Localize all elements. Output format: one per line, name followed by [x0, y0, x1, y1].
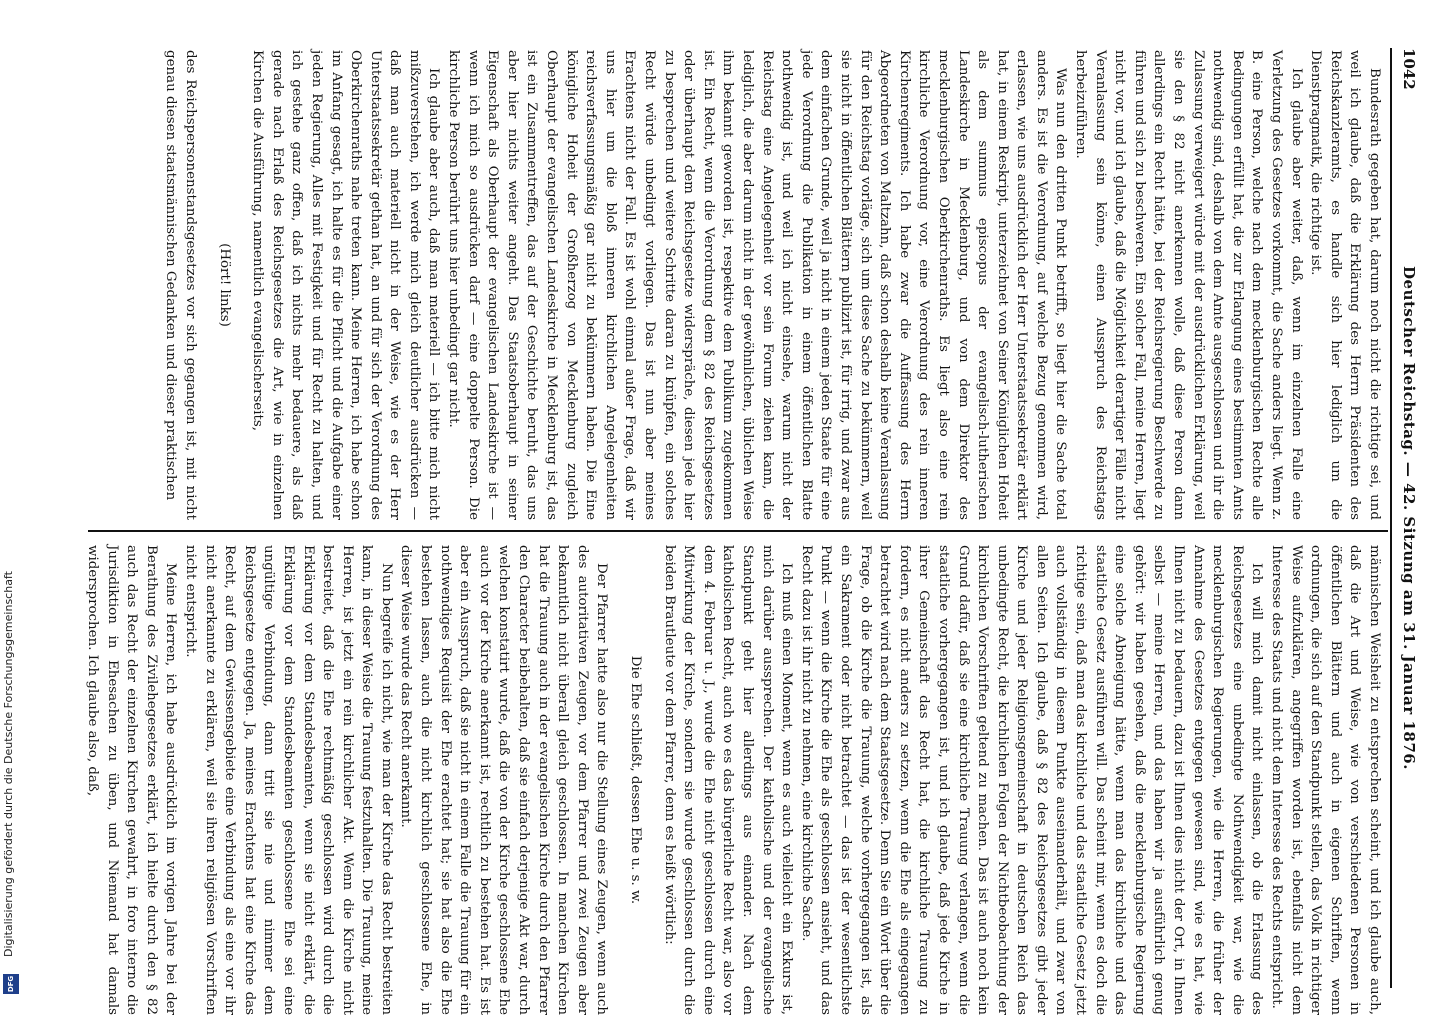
page-header	[1394, 48, 1424, 988]
right-paragraph: männischen Weisheit zu entsprechen scheint, und ich glaube auch, daß die Art und Weise, wie von verschiedenen Personen in öffentlichen Blättern und auch in eigenen Schriften, wenn ordnungen, die sich auf den Standpunkt stellen, das Volk in richtiger Weise aufzuklären, angegriffen worden ist, ebenfalls nicht dem Interesse des Staats und nicht dem Interesse des Rechts entspricht.	[1269, 545, 1382, 1015]
page-number: 1042	[1400, 48, 1418, 90]
left-closing-paragraph: des Reichspersonenstandsgesetzes vor sich gegangen ist, mit nicht genau diesen staatsmännischen Gedanken und dieser praktischen	[163, 50, 198, 520]
quotation: Die Ehe schließt, dessen Ehe u. s. w.	[628, 655, 644, 905]
left-paragraph: Bundesrath gegeben hat, darum noch nicht die richtige sei, und weil ich glaube, daß die Erklärung des Herrn Präsidenten des Reichskanzleramts, es handle sich hier lediglich um die Dienstpragmatik, die richtige ist.	[1308, 50, 1382, 520]
left-column	[94, 50, 1384, 520]
right-paragraph: Der Pfarrer hatte also nur die Stellung eines Zeugen, wenn auch des autoritativen Zeugen, vor dem Pfarrer und zwei Zeugen aber bekanntlich nicht überall gleich geschlossen. In manchen Kirchen hat die Trauung auch in der evangelischen Kirche durch den Pfarrer den Character beibehalten, daß sie einfach derjenige Akt war, durch welchen konstatirt wurde, daß die von der Kirche geschlossene Ehe auch vor der Kirche anerkannt ist, rechtlich zu bestehen hat. Es ist aber ein Ausspruch, daß sie nicht in einem Falle die Trauung für ein nothwendiges Requisit der Ehe erachtet hat; sie hat also die Ehe bestehen lassen, auch die nicht kirchlich geschlossene Ehe, in dieser Weise wurde das Recht anerkannt.	[398, 545, 610, 1015]
left-paragraph: Was nun den dritten Punkt betrifft, so liegt hier die Sache total anders. Es ist die Verordnung, auf welche Bezug genommen wird, erlassen, wie uns ausdrücklich der Herr Unterstaatssekretär erklärt hat, in einem Reskript, unterzeichnet von Seiner Königlichen Hoheit als dem summus episcopus der evangelisch-lutherischen Landeskirche in Mecklenburg, und von dem Direktor des mecklenburgischen Oberkirchenraths. Es liegt also eine rein kirchliche Verordnung vor, eine Verordnung des rein inneren Kirchenregiments. Ich habe zwar die Auffassung des Herrn Abgeordneten von Maltzahn, daß schon deshalb keine Veranlassung für den Reichstag vorläge, sich um diese Sache zu bekümmern, weil sie nicht in öffentlichen Blättern publizirt ist, für irrig, und zwar aus dem einfachen Grunde, weil ja nicht in einem jeden Staate für eine jede Verordnung die Publikation in einem öffentlichen Blatte nothwendig ist, und weil ich nicht einsehe, warum nicht der Reichstag eine Angelegenheit vor sein Forum ziehen kann, die lediglich, die aber darum nicht in der gewöhnlichen, üblichen Weise ihm bekannt geworden ist, respektive dem Publikum zugekommen ist. Ein Recht, wenn die Verordnung dem § 82 des Reichsgesetzes oder überhaupt dem Reichsgesetze widerspräche, diesen jede hier zu besprechen und weitere Schritte daran zu knüpfen, ein solches Recht würde unbedingt vorliegen. Das ist nun aber meines Erachtens nicht der Fall. Es ist wohl einmal außer Frage, daß wir uns hier um die bloß inneren kirchlichen Angelegenheiten reichsverfassungsmäßig gar nicht zu bekümmern haben. Die Eine königliche Hoheit der Großherzog von Mecklenburg zugleich Oberhaupt der evangelischen Landeskirche in Mecklenburg ist, das ist ein Zusammentreffen, das auf der Geschichte beruht, das uns aber hier nichts weiter angeht. Das Staatsoberhaupt in seiner Eigenschaft als Oberhaupt der evangelischen Landeskirche ist — wenn ich mich so ausdrücken darf — eine doppelte Person. Die kirchliche Person berührt uns hier unbedingt gar nicht.	[446, 50, 1069, 520]
dfg-logo	[3, 974, 19, 994]
right-paragraph: Nun begreife ich nicht, wie man der Kirche das Recht bestreiten kann, in dieser Weise die Trauung festzuhalten. Die Trauung, meine Herren, ist jetzt ein rein kirchlicher Akt. Wenn die Kirche nicht bestreitet, daß die Ehe rechtmäßig geschlossen wird durch die Erklärung vor dem Standesbeamten, wenn sie nicht erklärt, die Erklärung vor dem Standesbeamten geschlossene Ehe sei eine ungültige Verbindung, dann tritt sie nie und nimmer dem Reichsgesetze entgegen. Ja, meines Erachtens hat eine Kirche das Recht, auf dem Gewissensgebiete eine Verbindung als eine vor ihr nicht anerkannte zu erklären, weil sie ihren religiösen Vorschriften nicht entspricht.	[182, 545, 394, 1015]
right-paragraph: Meine Herren, ich habe ausdrücklich im vorigen Jahre bei der Berathung des Zivilehegesetzes erklärt, ich hielte durch den § 82 auch das Recht der einzelnen Kirchen gewahrt, in foro interno die Jurisdiktion in Ehesachen zu üben, und Niemand hat damals widersprochen. Ich glaube also, daß,	[85, 545, 179, 1015]
left-paragraph: Ich glaube aber weiter, daß, wenn im einzelnen Falle eine Verletzung des Gesetzes vorkommt, die Sache anders liegt. Wenn z. B. eine Person, welche nach dem mecklenburgischen Rechte alle Bedingungen erfüllt hat, die zur Erlangung eines bestimmten Amts nothwendig sind, deshalb von dem Amte ausgeschlossen und ihr die Zulassung verweigert würde mit der ausdrücklichen Erklärung, weil sie den § 82 nicht anerkennen wolle, daß diese Person dann allerdings ein Recht hätte, bei der Reichsregierung Beschwerde zu führen und sich zu beschweren. Ein solcher Fall, meine Herren, liegt nicht vor, und ich glaube, daß die Möglichkeit derartiger Fälle nicht Veranlassung sein könne, einen Ausspruch des Reichstags herbeizuführen.	[1073, 50, 1304, 520]
digitization-sidebar	[0, 0, 22, 1000]
page-title: Deutscher Reichstag. — 42. Sitzung am 31. Januar 1876.	[1400, 266, 1418, 770]
interjection: (Hört! links)	[216, 243, 232, 327]
right-paragraph: Ich muß einen Moment, wenn es auch vielleicht ein Exkurs ist, mich darüber aussprechen. Der katholische und der evangelische Standpunkt geht hier allerdings aus einander. Nach dem katholischen Recht, auch wo es das bürgerliche Recht war, also vor dem 4. Februar u. J., wurde die Ehe nicht geschlossen durch eine Mitwirkung der Kirche, sondern sie wurde geschlossen durch die beiden Brautleute vor dem Pfarrer, denn es heißt wörtlich:	[661, 545, 795, 1015]
dfg-logo-text: DFG	[7, 975, 16, 993]
right-column	[85, 545, 1384, 1015]
column-divider	[88, 530, 1388, 532]
header-rule	[1390, 48, 1392, 988]
left-paragraph: Ich glaube aber auch, daß man materiell — ich bitte mich nicht mißzuverstehen, ich werde mich gleich deutlicher ausdrücken — daß man auch materiell nicht in der Weise, wie es der Herr Unterstaatssekretär gethan hat, an und für sich der Verordnung des Oberkirchenraths nahe treten kann. Meine Herren, ich habe schon im Anfang gesagt, ich halte es für die Pflicht und die Aufgabe einer jeden Regierung, Alles mit Festigkeit und für Recht zu halten, und ich gestehe ganz offen, daß ich nichts mehr bedauere, als daß gerade nach Erlaß des Reichsgesetzes die Art, wie in einzelnen Kirchen die Ausführung, namentlich evangelischerseits,	[250, 50, 442, 520]
digitization-note: Digitalisierung gefördert durch die Deutsche Forschungsgemeinschaft	[2, 571, 15, 957]
right-paragraph: Ich will mich damit nicht einlassen, ob die Erlassung des Reichsgesetzes eine unbedingte Nothwendigkeit war, wie die mecklenburgischen Regierungen, wie die Herren, die früher der Annahme des Gesetzes entgegen gewesen sind, wie es hat, wie Ihnen nicht zu bedauern, dazu ist Ihnen dies nicht der Ort, in Ihnen selbst — meine Herren, und das haben wir ja ausführlich genug gehört: wir haben gesehen, daß die mecklenburgische Regierung eine solche Abneigung hätte, wenn man das kirchliche und das staatliche Gesetz ausführen will. Das scheint mir, wenn es doch die richtige sein, daß man das kirchliche und das staatliche Gesetz jetzt auch vollständig in diesem Punkte auseinanderhält, und zwar von allen Seiten. Ich glaube, daß § 82 des Reichsgesetzes gibt jeder Kirche und jeder Religionsgemeinschaft in deutschen Reich das unbedingte Recht, die kirchlichen Folgen der Nichtbeobachtung der kirchlichen Vorschriften geltend zu machen. Das ist auch noch kein Grund dafür, daß sie eine kirchliche Trauung verlangen, wenn die staatliche vorhergegangen ist, und ich glaube, daß jede Kirche in ihrer Gemeinschaft das Recht hat, die kirchliche Trauung zu fordern, es nicht anders zu setzen, wenn die Ehe als eingegangen betrachtet wird nach dem Staatsgesetze. Denn Sie ein Wort über die Frage, ob die Kirche die Trauung, welche vorhergegangen ist, als ein Sakrament oder nicht betrachtet — das ist der wesentlichste Punkt — wenn die Kirche die Ehe als geschlossen ansieht, und das Recht dazu ist ihr nicht zu nehmen, eine kirchliche Sache.	[798, 545, 1265, 1015]
